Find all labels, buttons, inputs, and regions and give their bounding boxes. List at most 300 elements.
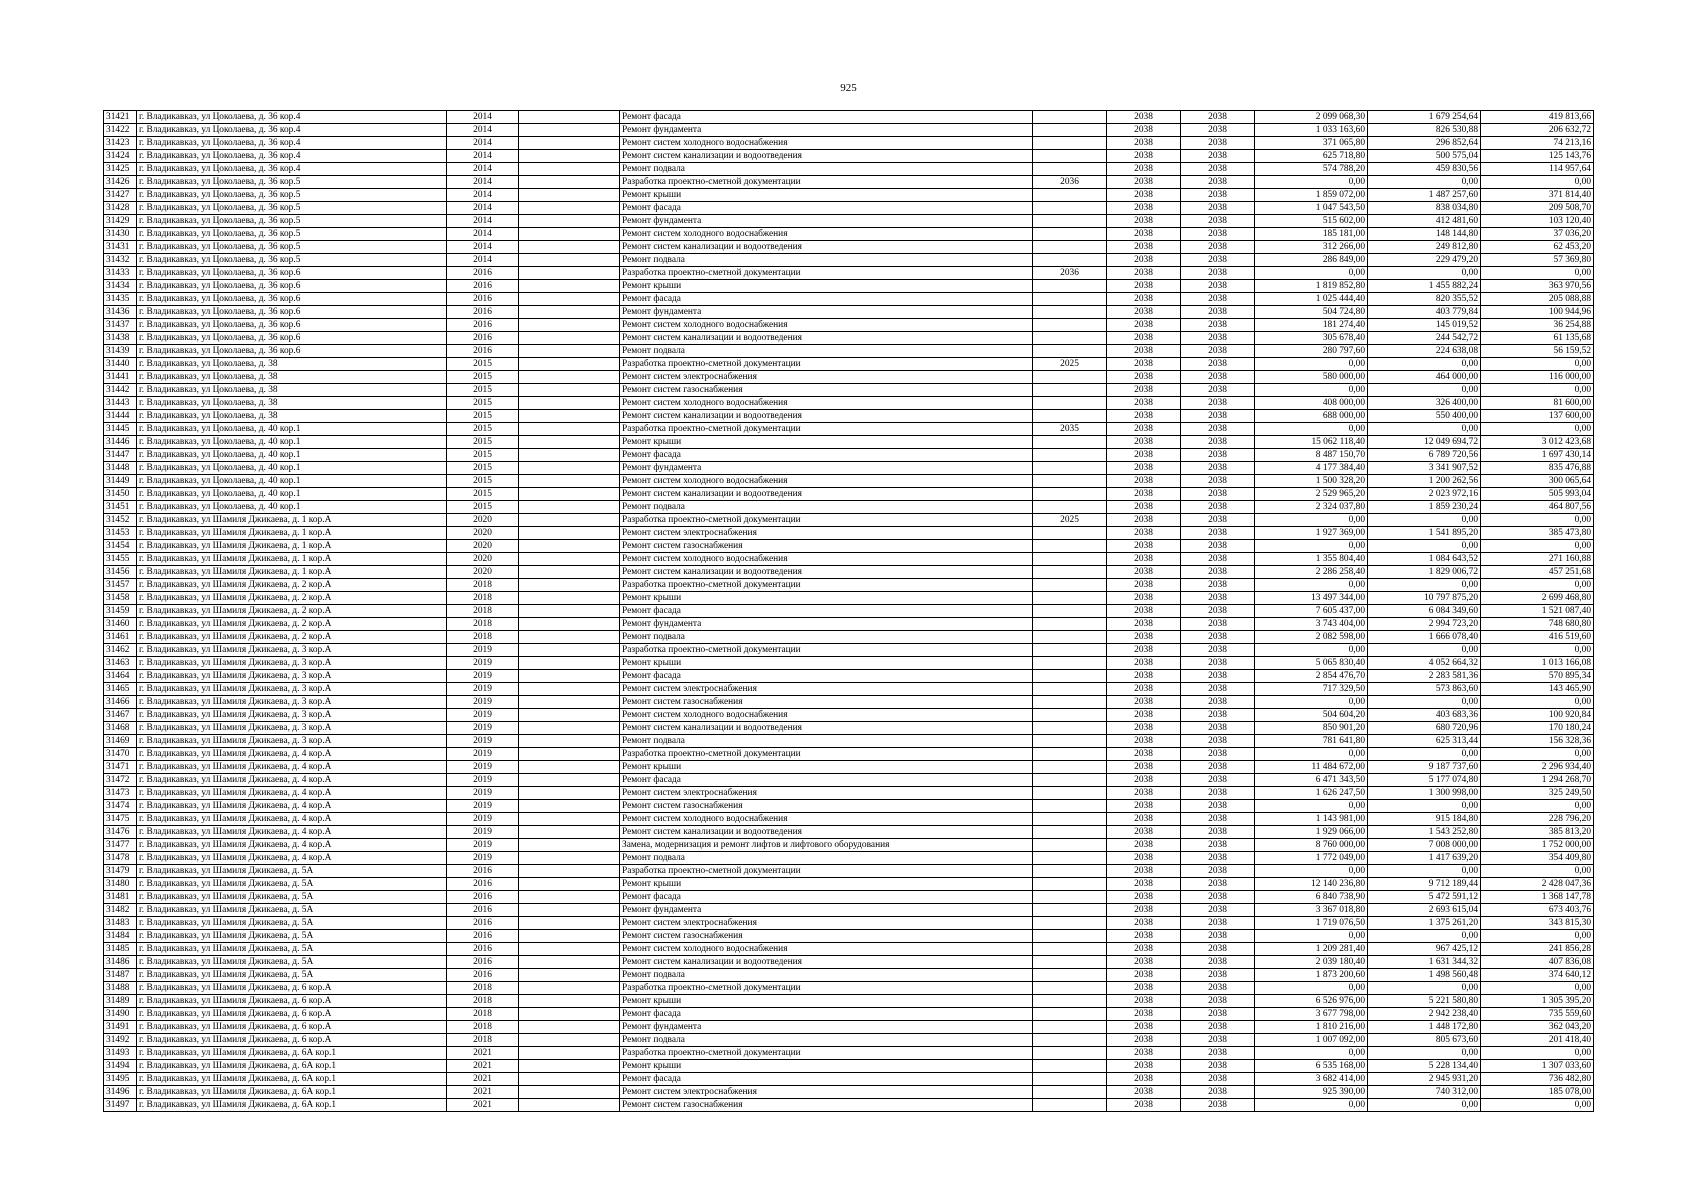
cell-work-type: Ремонт фасада xyxy=(620,670,1033,683)
cell-fund-cost: 0,00 xyxy=(1368,579,1481,592)
cell-total-cost: 8 487 150,70 xyxy=(1255,449,1368,462)
cell-row-number: 31461 xyxy=(104,631,137,644)
cell-plan-year-start: 2038 xyxy=(1107,332,1181,345)
cell-fund-cost: 1 487 257,60 xyxy=(1368,189,1481,202)
cell-work-type: Ремонт систем канализации и водоотведения xyxy=(620,332,1033,345)
cell-plan-year-end: 2038 xyxy=(1181,1021,1255,1034)
cell-address: г. Владикавказ, ул Шамиля Джикаева, д. 5А xyxy=(137,969,447,982)
cell-commission-year: 2014 xyxy=(447,228,519,241)
cell-plan-year-start: 2038 xyxy=(1107,761,1181,774)
cell-commission-year: 2015 xyxy=(447,397,519,410)
cell-plan-year-end: 2038 xyxy=(1181,865,1255,878)
cell-psd-year xyxy=(1033,228,1107,241)
cell-commission-year: 2014 xyxy=(447,241,519,254)
cell-plan-year-start: 2038 xyxy=(1107,241,1181,254)
cell-owner-cost: 735 559,60 xyxy=(1481,1008,1594,1021)
cell-total-cost: 504 604,20 xyxy=(1255,709,1368,722)
cell-owner-cost: 0,00 xyxy=(1481,540,1594,553)
cell-blank-column xyxy=(519,657,620,670)
cell-row-number: 31453 xyxy=(104,527,137,540)
table-row xyxy=(104,488,1594,501)
cell-address: г. Владикавказ, ул Шамиля Джикаева, д. 3 кор.А xyxy=(137,709,447,722)
cell-work-type: Ремонт фасада xyxy=(620,1008,1033,1021)
cell-total-cost: 0,00 xyxy=(1255,579,1368,592)
cell-row-number: 31484 xyxy=(104,930,137,943)
cell-fund-cost: 550 400,00 xyxy=(1368,410,1481,423)
cell-owner-cost: 0,00 xyxy=(1481,1047,1594,1060)
cell-row-number: 31444 xyxy=(104,410,137,423)
cell-blank-column xyxy=(519,293,620,306)
cell-fund-cost: 1 679 254,64 xyxy=(1368,111,1481,124)
cell-address: г. Владикавказ, ул Цоколаева, д. 36 кор.5 xyxy=(137,202,447,215)
cell-fund-cost: 3 341 907,52 xyxy=(1368,462,1481,475)
cell-work-type: Ремонт фасада xyxy=(620,891,1033,904)
cell-address: г. Владикавказ, ул Шамиля Джикаева, д. 2 кор.А xyxy=(137,631,447,644)
cell-owner-cost: 74 213,16 xyxy=(1481,137,1594,150)
cell-total-cost: 312 266,00 xyxy=(1255,241,1368,254)
cell-total-cost: 1 209 281,40 xyxy=(1255,943,1368,956)
cell-plan-year-start: 2038 xyxy=(1107,150,1181,163)
cell-plan-year-start: 2038 xyxy=(1107,995,1181,1008)
cell-total-cost: 580 000,00 xyxy=(1255,371,1368,384)
cell-blank-column xyxy=(519,436,620,449)
cell-owner-cost: 385 473,80 xyxy=(1481,527,1594,540)
cell-plan-year-end: 2038 xyxy=(1181,618,1255,631)
cell-plan-year-end: 2038 xyxy=(1181,943,1255,956)
table-row xyxy=(104,540,1594,553)
cell-total-cost: 0,00 xyxy=(1255,800,1368,813)
cell-psd-year xyxy=(1033,436,1107,449)
cell-total-cost: 3 743 404,00 xyxy=(1255,618,1368,631)
cell-total-cost: 1 810 216,00 xyxy=(1255,1021,1368,1034)
table-row xyxy=(104,345,1594,358)
cell-plan-year-start: 2038 xyxy=(1107,930,1181,943)
cell-plan-year-end: 2038 xyxy=(1181,826,1255,839)
cell-plan-year-start: 2038 xyxy=(1107,683,1181,696)
cell-row-number: 31496 xyxy=(104,1086,137,1099)
cell-plan-year-start: 2038 xyxy=(1107,449,1181,462)
cell-commission-year: 2014 xyxy=(447,111,519,124)
cell-blank-column xyxy=(519,345,620,358)
cell-plan-year-end: 2038 xyxy=(1181,436,1255,449)
cell-commission-year: 2015 xyxy=(447,358,519,371)
cell-row-number: 31446 xyxy=(104,436,137,449)
cell-total-cost: 280 797,60 xyxy=(1255,345,1368,358)
cell-blank-column xyxy=(519,917,620,930)
cell-address: г. Владикавказ, ул Цоколаева, д. 38 xyxy=(137,371,447,384)
cell-address: г. Владикавказ, ул Шамиля Джикаева, д. 5А xyxy=(137,891,447,904)
cell-blank-column xyxy=(519,891,620,904)
cell-work-type: Ремонт систем газоснабжения xyxy=(620,540,1033,553)
cell-plan-year-end: 2038 xyxy=(1181,254,1255,267)
cell-row-number: 31473 xyxy=(104,787,137,800)
table-row xyxy=(104,176,1594,189)
cell-owner-cost: 2 428 047,36 xyxy=(1481,878,1594,891)
cell-blank-column xyxy=(519,566,620,579)
cell-plan-year-end: 2038 xyxy=(1181,1047,1255,1060)
cell-plan-year-start: 2038 xyxy=(1107,1021,1181,1034)
cell-fund-cost: 838 034,80 xyxy=(1368,202,1481,215)
cell-plan-year-end: 2038 xyxy=(1181,1034,1255,1047)
cell-fund-cost: 500 575,04 xyxy=(1368,150,1481,163)
cell-row-number: 31456 xyxy=(104,566,137,579)
cell-fund-cost: 2 994 723,20 xyxy=(1368,618,1481,631)
cell-commission-year: 2019 xyxy=(447,696,519,709)
cell-psd-year xyxy=(1033,150,1107,163)
cell-owner-cost: 61 135,68 xyxy=(1481,332,1594,345)
table-row xyxy=(104,111,1594,124)
cell-owner-cost: 36 254,88 xyxy=(1481,319,1594,332)
table-row xyxy=(104,566,1594,579)
cell-total-cost: 6 840 738,90 xyxy=(1255,891,1368,904)
cell-plan-year-start: 2038 xyxy=(1107,293,1181,306)
cell-owner-cost: 1 697 430,14 xyxy=(1481,449,1594,462)
cell-total-cost: 781 641,80 xyxy=(1255,735,1368,748)
cell-owner-cost: 736 482,80 xyxy=(1481,1073,1594,1086)
cell-psd-year xyxy=(1033,462,1107,475)
cell-blank-column xyxy=(519,267,620,280)
cell-blank-column xyxy=(519,982,620,995)
cell-commission-year: 2014 xyxy=(447,254,519,267)
cell-total-cost: 371 065,80 xyxy=(1255,137,1368,150)
cell-blank-column xyxy=(519,709,620,722)
cell-blank-column xyxy=(519,228,620,241)
cell-address: г. Владикавказ, ул Шамиля Джикаева, д. 6А кор.1 xyxy=(137,1047,447,1060)
cell-work-type: Ремонт систем холодного водоснабжения xyxy=(620,553,1033,566)
cell-psd-year xyxy=(1033,592,1107,605)
cell-total-cost: 0,00 xyxy=(1255,423,1368,436)
cell-plan-year-end: 2038 xyxy=(1181,930,1255,943)
cell-fund-cost: 573 863,60 xyxy=(1368,683,1481,696)
cell-total-cost: 15 062 118,40 xyxy=(1255,436,1368,449)
cell-fund-cost: 0,00 xyxy=(1368,1047,1481,1060)
cell-fund-cost: 403 683,36 xyxy=(1368,709,1481,722)
registry-body xyxy=(104,111,1594,1112)
cell-psd-year xyxy=(1033,1073,1107,1086)
cell-address: г. Владикавказ, ул Шамиля Джикаева, д. 2 кор.А xyxy=(137,592,447,605)
cell-plan-year-start: 2038 xyxy=(1107,800,1181,813)
cell-plan-year-start: 2038 xyxy=(1107,1047,1181,1060)
cell-address: г. Владикавказ, ул Шамиля Джикаева, д. 4 кор.А xyxy=(137,826,447,839)
cell-work-type: Ремонт подвала xyxy=(620,631,1033,644)
cell-owner-cost: 748 680,80 xyxy=(1481,618,1594,631)
table-row xyxy=(104,605,1594,618)
cell-fund-cost: 0,00 xyxy=(1368,982,1481,995)
cell-owner-cost: 156 328,36 xyxy=(1481,735,1594,748)
cell-total-cost: 1 007 092,00 xyxy=(1255,1034,1368,1047)
cell-psd-year xyxy=(1033,670,1107,683)
cell-commission-year: 2016 xyxy=(447,956,519,969)
cell-psd-year: 2025 xyxy=(1033,358,1107,371)
cell-plan-year-start: 2038 xyxy=(1107,137,1181,150)
cell-psd-year xyxy=(1033,410,1107,423)
cell-work-type: Ремонт фасада xyxy=(620,1073,1033,1086)
cell-blank-column xyxy=(519,969,620,982)
cell-address: г. Владикавказ, ул Цоколаева, д. 36 кор.6 xyxy=(137,293,447,306)
cell-plan-year-end: 2038 xyxy=(1181,293,1255,306)
cell-total-cost: 1 143 981,00 xyxy=(1255,813,1368,826)
table-row xyxy=(104,358,1594,371)
cell-total-cost: 1 033 163,60 xyxy=(1255,124,1368,137)
cell-total-cost: 1 719 076,50 xyxy=(1255,917,1368,930)
cell-work-type: Ремонт систем канализации и водоотведения xyxy=(620,241,1033,254)
cell-owner-cost: 57 369,80 xyxy=(1481,254,1594,267)
cell-owner-cost: 81 600,00 xyxy=(1481,397,1594,410)
cell-blank-column xyxy=(519,1073,620,1086)
cell-owner-cost: 0,00 xyxy=(1481,865,1594,878)
cell-total-cost: 688 000,00 xyxy=(1255,410,1368,423)
cell-address: г. Владикавказ, ул Цоколаева, д. 36 кор.6 xyxy=(137,345,447,358)
cell-fund-cost: 326 400,00 xyxy=(1368,397,1481,410)
table-row xyxy=(104,1008,1594,1021)
table-row xyxy=(104,865,1594,878)
cell-plan-year-end: 2038 xyxy=(1181,449,1255,462)
cell-blank-column xyxy=(519,904,620,917)
cell-plan-year-start: 2038 xyxy=(1107,631,1181,644)
cell-plan-year-start: 2038 xyxy=(1107,111,1181,124)
cell-address: г. Владикавказ, ул Цоколаева, д. 38 xyxy=(137,410,447,423)
cell-fund-cost: 826 530,88 xyxy=(1368,124,1481,137)
cell-plan-year-end: 2038 xyxy=(1181,332,1255,345)
cell-work-type: Ремонт систем канализации и водоотведения xyxy=(620,488,1033,501)
cell-owner-cost: 1 368 147,78 xyxy=(1481,891,1594,904)
cell-fund-cost: 0,00 xyxy=(1368,514,1481,527)
cell-owner-cost: 0,00 xyxy=(1481,696,1594,709)
cell-total-cost: 1 500 328,20 xyxy=(1255,475,1368,488)
cell-psd-year xyxy=(1033,657,1107,670)
cell-work-type: Разработка проектно-сметной документации xyxy=(620,176,1033,189)
cell-address: г. Владикавказ, ул Шамиля Джикаева, д. 5А xyxy=(137,878,447,891)
cell-plan-year-end: 2038 xyxy=(1181,1060,1255,1073)
cell-address: г. Владикавказ, ул Цоколаева, д. 36 кор.6 xyxy=(137,319,447,332)
cell-row-number: 31468 xyxy=(104,722,137,735)
table-row xyxy=(104,241,1594,254)
cell-blank-column xyxy=(519,631,620,644)
cell-total-cost: 1 355 804,40 xyxy=(1255,553,1368,566)
cell-fund-cost: 1 666 078,40 xyxy=(1368,631,1481,644)
cell-fund-cost: 0,00 xyxy=(1368,384,1481,397)
cell-psd-year xyxy=(1033,761,1107,774)
cell-fund-cost: 1 498 560,48 xyxy=(1368,969,1481,982)
cell-owner-cost: 371 814,40 xyxy=(1481,189,1594,202)
cell-psd-year xyxy=(1033,111,1107,124)
table-row xyxy=(104,956,1594,969)
cell-total-cost: 6 471 343,50 xyxy=(1255,774,1368,787)
cell-address: г. Владикавказ, ул Шамиля Джикаева, д. 3 кор.А xyxy=(137,670,447,683)
cell-psd-year xyxy=(1033,709,1107,722)
cell-psd-year xyxy=(1033,943,1107,956)
cell-blank-column xyxy=(519,358,620,371)
cell-row-number: 31448 xyxy=(104,462,137,475)
cell-work-type: Ремонт систем канализации и водоотведения xyxy=(620,722,1033,735)
cell-row-number: 31485 xyxy=(104,943,137,956)
cell-psd-year xyxy=(1033,332,1107,345)
cell-plan-year-start: 2038 xyxy=(1107,1099,1181,1112)
cell-blank-column xyxy=(519,111,620,124)
cell-work-type: Ремонт систем холодного водоснабжения xyxy=(620,397,1033,410)
cell-plan-year-end: 2038 xyxy=(1181,228,1255,241)
cell-plan-year-end: 2038 xyxy=(1181,540,1255,553)
cell-work-type: Ремонт крыши xyxy=(620,995,1033,1008)
cell-owner-cost: 0,00 xyxy=(1481,514,1594,527)
cell-address: г. Владикавказ, ул Шамиля Джикаева, д. 5А xyxy=(137,904,447,917)
cell-fund-cost: 0,00 xyxy=(1368,267,1481,280)
table-row xyxy=(104,306,1594,319)
cell-psd-year xyxy=(1033,553,1107,566)
cell-row-number: 31429 xyxy=(104,215,137,228)
cell-psd-year xyxy=(1033,748,1107,761)
table-row xyxy=(104,553,1594,566)
cell-work-type: Ремонт фасада xyxy=(620,111,1033,124)
table-row xyxy=(104,462,1594,475)
table-row xyxy=(104,852,1594,865)
cell-plan-year-start: 2038 xyxy=(1107,579,1181,592)
cell-plan-year-end: 2038 xyxy=(1181,1073,1255,1086)
table-row xyxy=(104,748,1594,761)
cell-blank-column xyxy=(519,397,620,410)
cell-blank-column xyxy=(519,1021,620,1034)
cell-owner-cost: 1 521 087,40 xyxy=(1481,605,1594,618)
cell-total-cost: 0,00 xyxy=(1255,865,1368,878)
cell-commission-year: 2014 xyxy=(447,176,519,189)
cell-row-number: 31464 xyxy=(104,670,137,683)
cell-work-type: Ремонт фундамента xyxy=(620,306,1033,319)
cell-address: г. Владикавказ, ул Шамиля Джикаева, д. 2 кор.А xyxy=(137,579,447,592)
cell-row-number: 31483 xyxy=(104,917,137,930)
cell-plan-year-end: 2038 xyxy=(1181,878,1255,891)
cell-owner-cost: 170 180,24 xyxy=(1481,722,1594,735)
cell-commission-year: 2015 xyxy=(447,436,519,449)
cell-commission-year: 2018 xyxy=(447,605,519,618)
cell-address: г. Владикавказ, ул Шамиля Джикаева, д. 3 кор.А xyxy=(137,683,447,696)
cell-plan-year-end: 2038 xyxy=(1181,813,1255,826)
cell-row-number: 31489 xyxy=(104,995,137,1008)
cell-total-cost: 3 367 018,80 xyxy=(1255,904,1368,917)
cell-work-type: Ремонт подвала xyxy=(620,852,1033,865)
cell-work-type: Разработка проектно-сметной документации xyxy=(620,1047,1033,1060)
cell-commission-year: 2018 xyxy=(447,1008,519,1021)
cell-work-type: Ремонт крыши xyxy=(620,1060,1033,1073)
cell-commission-year: 2015 xyxy=(447,371,519,384)
cell-psd-year xyxy=(1033,1099,1107,1112)
cell-fund-cost: 10 797 875,20 xyxy=(1368,592,1481,605)
cell-psd-year xyxy=(1033,124,1107,137)
cell-psd-year xyxy=(1033,1086,1107,1099)
cell-owner-cost: 354 409,80 xyxy=(1481,852,1594,865)
cell-commission-year: 2019 xyxy=(447,683,519,696)
table-row xyxy=(104,969,1594,982)
cell-address: г. Владикавказ, ул Шамиля Джикаева, д. 4 кор.А xyxy=(137,748,447,761)
cell-row-number: 31435 xyxy=(104,293,137,306)
cell-psd-year xyxy=(1033,891,1107,904)
cell-plan-year-end: 2038 xyxy=(1181,787,1255,800)
cell-total-cost: 6 535 168,00 xyxy=(1255,1060,1368,1073)
cell-address: г. Владикавказ, ул Шамиля Джикаева, д. 5А xyxy=(137,930,447,943)
cell-total-cost: 2 286 258,40 xyxy=(1255,566,1368,579)
cell-row-number: 31424 xyxy=(104,150,137,163)
cell-psd-year xyxy=(1033,930,1107,943)
cell-plan-year-start: 2038 xyxy=(1107,371,1181,384)
cell-address: г. Владикавказ, ул Шамиля Джикаева, д. 5А xyxy=(137,956,447,969)
cell-fund-cost: 1 375 261,20 xyxy=(1368,917,1481,930)
cell-commission-year: 2016 xyxy=(447,878,519,891)
cell-commission-year: 2014 xyxy=(447,150,519,163)
cell-plan-year-start: 2038 xyxy=(1107,215,1181,228)
cell-commission-year: 2015 xyxy=(447,410,519,423)
cell-plan-year-end: 2038 xyxy=(1181,410,1255,423)
cell-owner-cost: 570 895,34 xyxy=(1481,670,1594,683)
table-row xyxy=(104,280,1594,293)
cell-owner-cost: 0,00 xyxy=(1481,423,1594,436)
cell-plan-year-end: 2038 xyxy=(1181,137,1255,150)
table-row xyxy=(104,995,1594,1008)
cell-commission-year: 2019 xyxy=(447,761,519,774)
cell-address: г. Владикавказ, ул Шамиля Джикаева, д. 4 кор.А xyxy=(137,761,447,774)
cell-fund-cost: 0,00 xyxy=(1368,644,1481,657)
cell-psd-year xyxy=(1033,579,1107,592)
cell-psd-year xyxy=(1033,696,1107,709)
cell-work-type: Ремонт крыши xyxy=(620,592,1033,605)
cell-plan-year-start: 2038 xyxy=(1107,1086,1181,1099)
cell-work-type: Разработка проектно-сметной документации xyxy=(620,514,1033,527)
cell-plan-year-start: 2038 xyxy=(1107,566,1181,579)
cell-psd-year xyxy=(1033,1060,1107,1073)
cell-fund-cost: 229 479,20 xyxy=(1368,254,1481,267)
cell-fund-cost: 9 187 737,60 xyxy=(1368,761,1481,774)
cell-psd-year xyxy=(1033,722,1107,735)
cell-address: г. Владикавказ, ул Цоколаева, д. 36 кор.4 xyxy=(137,137,447,150)
cell-plan-year-start: 2038 xyxy=(1107,605,1181,618)
cell-blank-column xyxy=(519,215,620,228)
cell-row-number: 31437 xyxy=(104,319,137,332)
cell-row-number: 31447 xyxy=(104,449,137,462)
cell-owner-cost: 241 856,28 xyxy=(1481,943,1594,956)
cell-row-number: 31491 xyxy=(104,1021,137,1034)
cell-commission-year: 2020 xyxy=(447,527,519,540)
cell-work-type: Ремонт фасада xyxy=(620,449,1033,462)
cell-total-cost: 305 678,40 xyxy=(1255,332,1368,345)
cell-psd-year xyxy=(1033,774,1107,787)
page-number: 925 xyxy=(840,82,857,94)
cell-total-cost: 7 605 437,00 xyxy=(1255,605,1368,618)
cell-fund-cost: 244 542,72 xyxy=(1368,332,1481,345)
table-row xyxy=(104,943,1594,956)
cell-fund-cost: 0,00 xyxy=(1368,930,1481,943)
cell-fund-cost: 820 355,52 xyxy=(1368,293,1481,306)
cell-blank-column xyxy=(519,176,620,189)
cell-plan-year-start: 2038 xyxy=(1107,917,1181,930)
cell-fund-cost: 0,00 xyxy=(1368,423,1481,436)
cell-commission-year: 2019 xyxy=(447,826,519,839)
cell-commission-year: 2016 xyxy=(447,319,519,332)
cell-row-number: 31487 xyxy=(104,969,137,982)
table-row xyxy=(104,202,1594,215)
cell-plan-year-end: 2038 xyxy=(1181,345,1255,358)
cell-owner-cost: 0,00 xyxy=(1481,982,1594,995)
cell-total-cost: 0,00 xyxy=(1255,982,1368,995)
table-row xyxy=(104,384,1594,397)
cell-blank-column xyxy=(519,774,620,787)
cell-work-type: Ремонт систем холодного водоснабжения xyxy=(620,943,1033,956)
cell-commission-year: 2020 xyxy=(447,514,519,527)
cell-fund-cost: 145 019,52 xyxy=(1368,319,1481,332)
cell-psd-year xyxy=(1033,839,1107,852)
cell-plan-year-start: 2038 xyxy=(1107,254,1181,267)
cell-address: г. Владикавказ, ул Цоколаева, д. 38 xyxy=(137,384,447,397)
cell-psd-year xyxy=(1033,995,1107,1008)
cell-total-cost: 0,00 xyxy=(1255,748,1368,761)
cell-plan-year-start: 2038 xyxy=(1107,1034,1181,1047)
